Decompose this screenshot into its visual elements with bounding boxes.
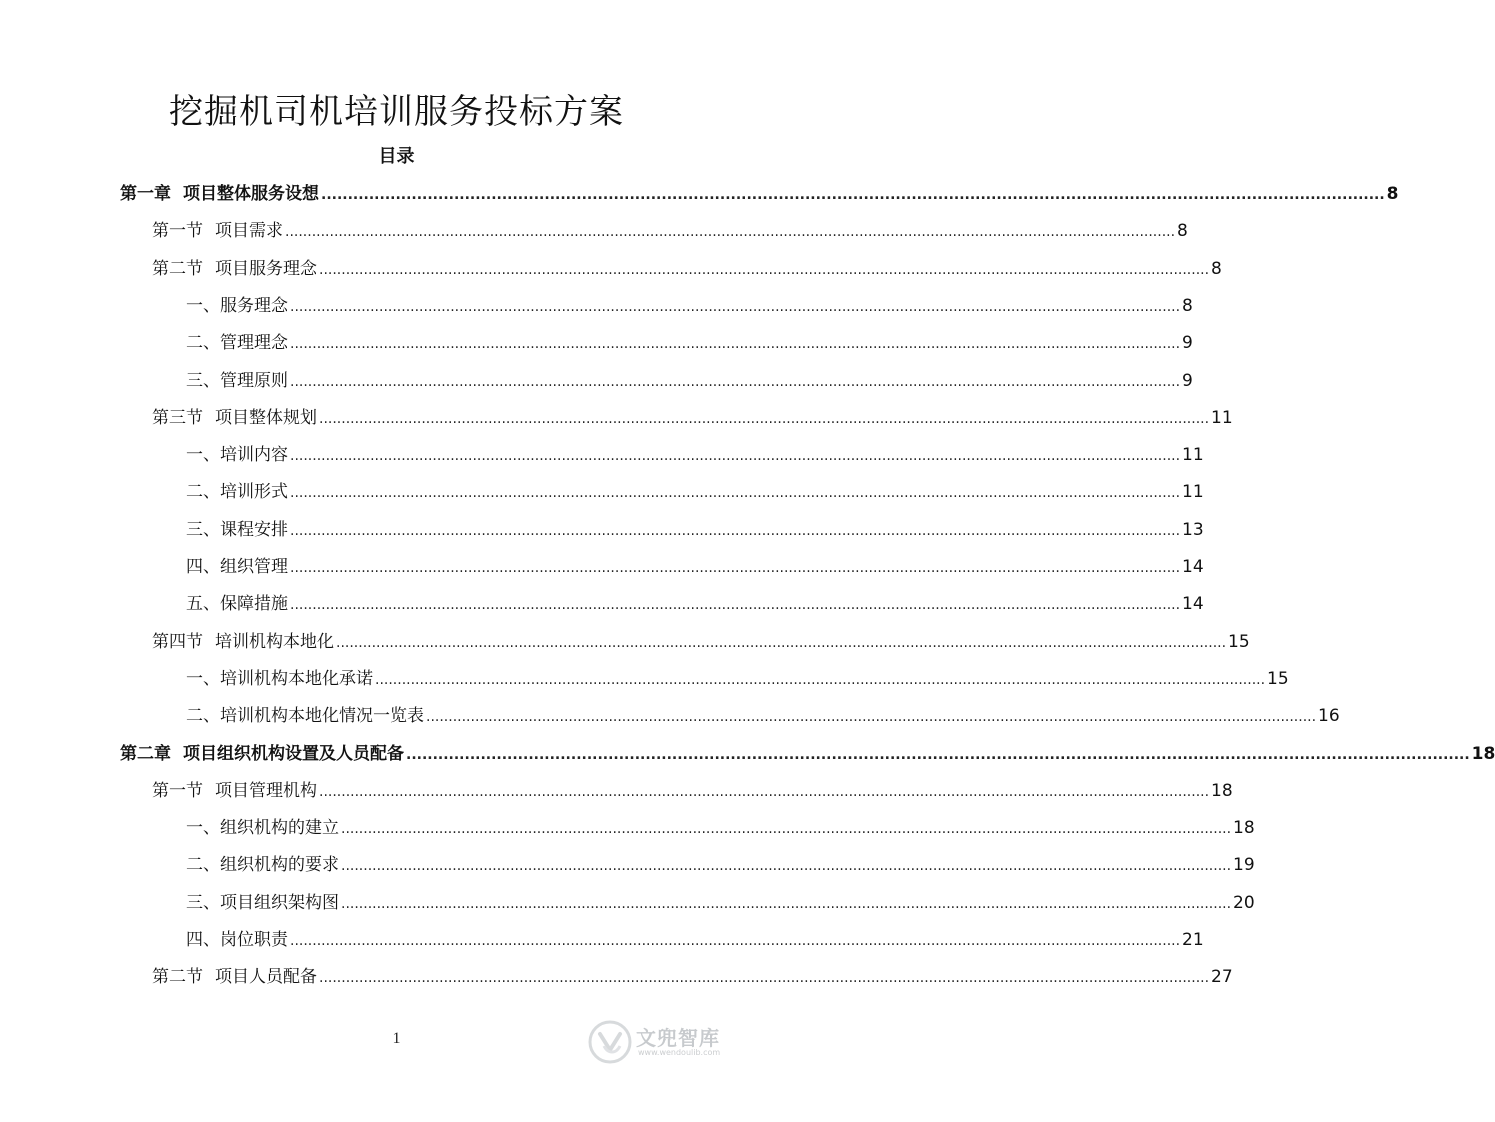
toc-page-number: 11	[1211, 408, 1233, 428]
toc-entry-label	[186, 922, 288, 959]
toc-subsection-entry[interactable]	[186, 698, 1340, 735]
toc-entry-text: 组织机构的建立	[220, 818, 339, 838]
toc-entry-label	[152, 251, 317, 288]
toc-entry-number: 第一节	[152, 221, 203, 241]
toc-entry-number: 五、	[186, 594, 220, 614]
toc-entry-label	[186, 810, 339, 847]
toc-page-number: 14	[1182, 557, 1204, 577]
toc-section-entry[interactable]	[152, 400, 1233, 437]
toc-subsection-entry[interactable]	[186, 288, 1193, 325]
toc-entry-text: 培训机构本地化情况一览表	[220, 706, 424, 726]
toc-entry-number: 第二节	[152, 259, 203, 279]
toc-entry-number: 三、	[186, 371, 220, 391]
toc-entry-text: 培训机构本地化承诺	[220, 669, 373, 689]
toc-leader-dots: ........................................................................................................................................................................................................	[336, 635, 1227, 651]
toc-section-entry[interactable]	[152, 213, 1188, 250]
toc-entry-text: 课程安排	[220, 520, 288, 540]
toc-entry-label	[152, 213, 283, 250]
toc-entry-label	[186, 549, 288, 586]
toc-leader-dots: ........................................................................................................................................................................................................	[290, 448, 1181, 464]
toc-entry-label	[120, 736, 404, 773]
toc-entry-number: 第二章	[120, 744, 171, 764]
toc-leader-dots: ........................................................................................................................................................................................................	[341, 821, 1232, 837]
toc-page-number: 9	[1182, 333, 1193, 353]
toc-section-entry[interactable]	[152, 251, 1222, 288]
toc-leader-dots: ........................................................................................................................................................................................................	[319, 411, 1210, 427]
toc-subsection-entry[interactable]	[186, 847, 1255, 884]
toc-heading: 目录	[378, 146, 415, 167]
toc-entry-text: 项目服务理念	[215, 259, 317, 279]
toc-entry-text: 项目需求	[215, 221, 283, 241]
toc-entry-number: 第三节	[152, 408, 203, 428]
toc-page-number: 18	[1471, 744, 1495, 764]
toc-entry-label	[186, 512, 288, 549]
toc-subsection-entry[interactable]	[186, 512, 1204, 549]
toc-page-number: 11	[1182, 445, 1204, 465]
toc-page-number: 27	[1211, 967, 1233, 987]
toc-entry-number: 四、	[186, 930, 220, 950]
toc-leader-dots: ........................................................................................................................................................................................................	[290, 485, 1181, 501]
toc-entry-number: 第四节	[152, 632, 203, 652]
wendou-logo-icon	[588, 1020, 632, 1064]
toc-entry-label	[186, 661, 373, 698]
toc-entry-number: 第一节	[152, 781, 203, 801]
watermark	[588, 1018, 748, 1068]
toc-chapter-entry[interactable]	[120, 176, 1399, 213]
toc-entry-label	[120, 176, 319, 213]
toc-entry-text: 组织机构的要求	[220, 855, 339, 875]
toc-page-number: 8	[1211, 259, 1222, 279]
document-title: 挖掘机司机培训服务投标方案	[169, 92, 624, 132]
toc-entry-label	[186, 847, 339, 884]
toc-entry-number: 二、	[186, 482, 220, 502]
toc-page-number: 19	[1233, 855, 1255, 875]
toc-leader-dots: ........................................................................................................................................................................................................	[321, 187, 1385, 203]
toc-page-number: 8	[1182, 296, 1193, 316]
toc-entry-number: 一、	[186, 445, 220, 465]
page-number: 1	[392, 1030, 401, 1047]
toc-entry-number: 三、	[186, 893, 220, 913]
toc-subsection-entry[interactable]	[186, 586, 1204, 623]
toc-page-number: 21	[1182, 930, 1204, 950]
toc-section-entry[interactable]	[152, 773, 1233, 810]
toc-subsection-entry[interactable]	[186, 922, 1204, 959]
toc-leader-dots: ........................................................................................................................................................................................................	[406, 747, 1470, 763]
toc-subsection-entry[interactable]	[186, 810, 1255, 847]
toc-page-number: 8	[1177, 221, 1188, 241]
toc-page-number: 11	[1182, 482, 1204, 502]
toc-entry-text: 管理理念	[220, 333, 288, 353]
toc-chapter-entry[interactable]	[120, 736, 1495, 773]
toc-leader-dots: ........................................................................................................................................................................................................	[290, 560, 1181, 576]
toc-page-number: 15	[1267, 669, 1289, 689]
toc-leader-dots: ........................................................................................................................................................................................................	[290, 933, 1181, 949]
toc-entry-text: 项目整体规划	[215, 408, 317, 428]
toc-leader-dots: ........................................................................................................................................................................................................	[290, 597, 1181, 613]
toc-leader-dots: ........................................................................................................................................................................................................	[341, 858, 1232, 874]
toc-section-entry[interactable]	[152, 624, 1250, 661]
toc-page-number: 18	[1233, 818, 1255, 838]
toc-page-number: 14	[1182, 594, 1204, 614]
toc-entry-label	[152, 400, 317, 437]
toc-page-number: 18	[1211, 781, 1233, 801]
toc-entry-text: 项目组织机构设置及人员配备	[183, 744, 404, 764]
toc-entry-label	[152, 624, 334, 661]
toc-subsection-entry[interactable]	[186, 661, 1289, 698]
watermark-text: 文兜智库	[636, 1026, 720, 1050]
toc-leader-dots: ........................................................................................................................................................................................................	[290, 523, 1181, 539]
toc-entry-number: 一、	[186, 296, 220, 316]
toc-leader-dots: ........................................................................................................................................................................................................	[341, 896, 1232, 912]
toc-subsection-entry[interactable]	[186, 549, 1204, 586]
toc-entry-number: 第一章	[120, 184, 171, 204]
toc-entry-text: 项目组织架构图	[220, 893, 339, 913]
toc-subsection-entry[interactable]	[186, 325, 1193, 362]
toc-entry-number: 一、	[186, 818, 220, 838]
toc-leader-dots: ........................................................................................................................................................................................................	[290, 299, 1181, 315]
toc-entry-number: 二、	[186, 706, 220, 726]
toc-subsection-entry[interactable]	[186, 363, 1193, 400]
toc-entry-number: 二、	[186, 855, 220, 875]
toc-entry-label	[186, 363, 288, 400]
toc-page-number: 8	[1386, 184, 1399, 204]
toc-entry-label	[152, 773, 317, 810]
toc-entry-label	[186, 437, 288, 474]
toc-section-entry[interactable]	[152, 959, 1233, 996]
toc-entry-label	[186, 474, 288, 511]
toc-subsection-entry[interactable]	[186, 885, 1255, 922]
toc-leader-dots: ........................................................................................................................................................................................................	[290, 336, 1181, 352]
toc-page-number: 9	[1182, 371, 1193, 391]
toc-subsection-entry[interactable]	[186, 474, 1204, 511]
toc-entry-text: 岗位职责	[220, 930, 288, 950]
toc-subsection-entry[interactable]	[186, 437, 1204, 474]
toc-leader-dots: ........................................................................................................................................................................................................	[426, 709, 1317, 725]
toc-entry-text: 培训机构本地化	[215, 632, 334, 652]
toc-leader-dots: ........................................................................................................................................................................................................	[290, 374, 1181, 390]
toc-page-number: 16	[1318, 706, 1340, 726]
toc-entry-label	[152, 959, 317, 996]
toc-entry-text: 项目人员配备	[215, 967, 317, 987]
toc-entry-label	[186, 586, 288, 623]
toc-entry-number: 一、	[186, 669, 220, 689]
toc-page-number: 13	[1182, 520, 1204, 540]
toc-entry-text: 保障措施	[220, 594, 288, 614]
toc-entry-text: 组织管理	[220, 557, 288, 577]
toc-entry-label	[186, 288, 288, 325]
toc-entry-text: 管理原则	[220, 371, 288, 391]
toc-entry-number: 第二节	[152, 967, 203, 987]
toc-leader-dots: ........................................................................................................................................................................................................	[319, 262, 1210, 278]
toc-page-number: 20	[1233, 893, 1255, 913]
toc-entry-text: 项目整体服务设想	[183, 184, 319, 204]
toc-entry-number: 四、	[186, 557, 220, 577]
toc-entry-text: 培训形式	[220, 482, 288, 502]
toc-leader-dots: ........................................................................................................................................................................................................	[319, 970, 1210, 986]
toc-entry-number: 三、	[186, 520, 220, 540]
toc-entry-text: 培训内容	[220, 445, 288, 465]
toc-entry-text: 服务理念	[220, 296, 288, 316]
toc-entry-label	[186, 698, 424, 735]
toc-entry-number: 二、	[186, 333, 220, 353]
toc-leader-dots: ........................................................................................................................................................................................................	[285, 224, 1176, 240]
toc-entry-label	[186, 325, 288, 362]
toc-entry-label	[186, 885, 339, 922]
toc-entry-text: 项目管理机构	[215, 781, 317, 801]
toc-leader-dots: ........................................................................................................................................................................................................	[319, 784, 1210, 800]
watermark-url: www.wendoulib.com	[638, 1048, 721, 1057]
toc-leader-dots: ........................................................................................................................................................................................................	[375, 672, 1266, 688]
toc-page-number: 15	[1228, 632, 1250, 652]
